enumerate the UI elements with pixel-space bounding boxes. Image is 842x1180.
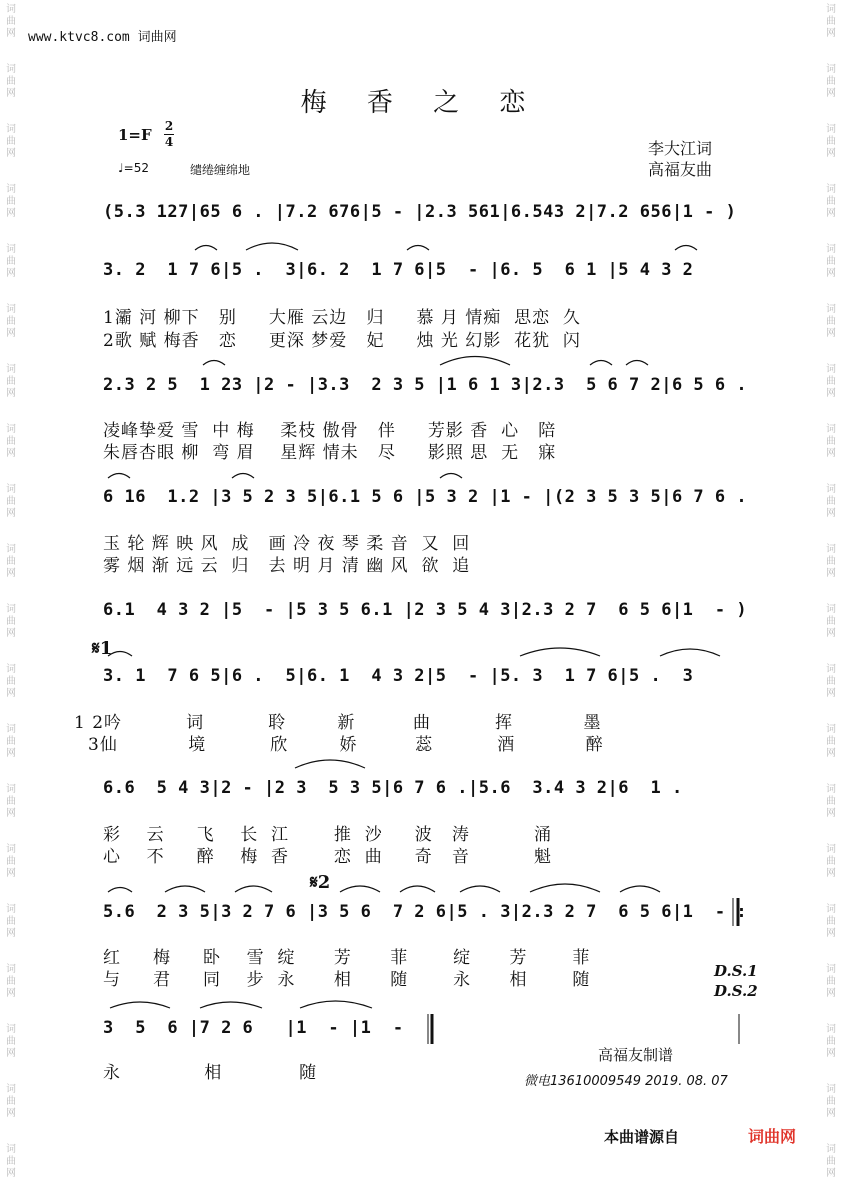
notes-line-7: 6.6 5 4 3|2 - |2 3 5 3 5|6 7 6 .|5.6 3.4 3 2|6 1 .: [103, 778, 683, 798]
watermark-glyph: 词 曲 网: [826, 604, 836, 639]
watermark-glyph: 词 曲 网: [6, 964, 16, 999]
watermark-glyph: 词 曲 网: [826, 1084, 836, 1119]
site-header[interactable]: www.ktvc8.com 词曲网: [28, 30, 177, 45]
watermark-glyph: 词 曲 网: [6, 604, 16, 639]
notes-line-5: 6.1 4 3 2 |5 - |5 3 5 6.1 |2 3 5 4 3|2.3 2 7 6 5 6|1 - ): [103, 600, 748, 620]
key-signature: 1=F: [118, 126, 152, 144]
watermark-glyph: 词 曲 网: [826, 4, 836, 39]
watermark-glyph: 词 曲 网: [826, 964, 836, 999]
composer-credit: 高福友曲: [648, 160, 713, 179]
page-title: 梅 香 之 恋: [300, 88, 542, 118]
watermark-glyph: 词 曲 网: [6, 784, 16, 819]
watermark-glyph: 词 曲 网: [6, 544, 16, 579]
source-footer: 本曲谱源自: [604, 1128, 680, 1146]
watermark-glyph: 词 曲 网: [6, 304, 16, 339]
watermark-glyph: 词 曲 网: [826, 844, 836, 879]
watermark-glyph: 词 曲 网: [826, 64, 836, 99]
notes-line-coda: 3 5 6 |7 2 6 |1 - |1 -: [103, 1018, 415, 1038]
watermark-glyph: 词 曲 网: [826, 784, 836, 819]
lyric-line: 凌峰挚爱 雪 中 梅 柔枝 傲骨 伴 芳影 香 心 陪: [103, 421, 557, 441]
watermark-glyph: 词 曲 网: [6, 664, 16, 699]
watermark-glyph: 词 曲 网: [826, 184, 836, 219]
lyric-line: 玉 轮 辉 映 风 成 画 冷 夜 琴 柔 音 又 回: [103, 534, 471, 554]
lyric-line: 与 君 同 步 永 相 随 永 相 随: [103, 970, 591, 990]
lyric-line: 3仙 境 欣 娇 蕊 酒 醉: [88, 735, 604, 755]
contact-date: 微电13610009549 2019. 08. 07: [524, 1074, 728, 1089]
lyric-line: 2歌 赋 梅香 恋 更深 梦爱 妃 烛 光 幻影 花犹 闪: [103, 331, 581, 351]
watermark-glyph: 词 曲 网: [6, 1084, 16, 1119]
watermark-glyph: 词 曲 网: [826, 484, 836, 519]
watermark-glyph: 词 曲 网: [826, 724, 836, 759]
watermark-glyph: 词 曲 网: [6, 424, 16, 459]
lyric-line: 1 2吟 词 聆 新 曲 挥 墨: [74, 713, 602, 733]
segno-2-sign: 𝄋2: [310, 872, 331, 893]
notes-line-8: 5.6 2 3 5|3 2 7 6 |3 5 6 7 2 6|5 . 3|2.3 2 7 6 5 6|1 - :: [103, 902, 748, 922]
expression-marking: 缱绻缠绵地: [190, 163, 251, 177]
watermark-glyph: 词 曲 网: [826, 424, 836, 459]
time-bottom: 4: [164, 135, 174, 149]
watermark-glyph: 词 曲 网: [6, 1024, 16, 1059]
lyric-line: 永 相 随: [103, 1063, 318, 1083]
lyric-line: 心 不 醉 梅 香 恋 曲 奇 音 魁: [103, 847, 552, 867]
watermark-glyph: 词 曲 网: [6, 1144, 16, 1179]
ds-1-marking: D.S.1: [714, 962, 758, 980]
transcriber-credit: 高福友制谱: [598, 1046, 674, 1064]
watermark-glyph: 词 曲 网: [826, 1144, 836, 1179]
ds-2-marking: D.S.2: [714, 982, 758, 1000]
tempo-marking: ♩=52: [118, 161, 149, 175]
segno-1-sign: 𝄋1: [92, 638, 113, 659]
time-top: 2: [164, 119, 174, 133]
lyric-line: 朱唇杏眼 柳 弯 眉 星辉 情未 尽 影照 思 无 寐: [103, 443, 557, 463]
lyricist-credit: 李大江词: [648, 139, 713, 158]
watermark-glyph: 词 曲 网: [826, 904, 836, 939]
lyric-line: 红 梅 卧 雪 绽 芳 菲 绽 芳 菲: [103, 948, 591, 968]
watermark-glyph: 词 曲 网: [6, 64, 16, 99]
notes-line-3: 2.3 2 5 1 23 |2 - |3.3 2 3 5 |1 6 1 3|2.3 5 6 7 2|6 5 6 .: [103, 375, 748, 395]
watermark-glyph: 词 曲 网: [6, 4, 16, 39]
lyric-line: 1灞 河 柳下 别 大雁 云边 归 慕 月 情痴 思恋 久: [103, 308, 581, 328]
watermark-glyph: 词 曲 网: [826, 544, 836, 579]
watermark-glyph: 词 曲 网: [826, 124, 836, 159]
watermark-glyph: 词 曲 网: [826, 664, 836, 699]
notes-line-intro: (5.3 127|65 6 . |7.2 676|5 - |2.3 561|6.543 2|7.2 656|1 - ): [103, 202, 737, 222]
watermark-glyph: 词 曲 网: [6, 844, 16, 879]
watermark-glyph: 词 曲 网: [6, 184, 16, 219]
watermark-glyph: 词 曲 网: [826, 1024, 836, 1059]
brand-logo[interactable]: 词曲网: [748, 1127, 797, 1146]
watermark-glyph: 词 曲 网: [6, 904, 16, 939]
notes-line-6: 3. 1 7 6 5|6 . 5|6. 1 4 3 2|5 - |5. 3 1 7 6|5 . 3: [103, 666, 694, 686]
lyric-line: 雾 烟 渐 远 云 归 去 明 月 清 幽 风 欲 追: [103, 556, 471, 576]
watermark-glyph: 词 曲 网: [826, 364, 836, 399]
watermark-glyph: 词 曲 网: [826, 304, 836, 339]
watermark-glyph: 词 曲 网: [6, 484, 16, 519]
watermark-glyph: 词 曲 网: [826, 244, 836, 279]
watermark-glyph: 词 曲 网: [6, 724, 16, 759]
watermark-glyph: 词 曲 网: [6, 364, 16, 399]
lyric-line: 彩 云 飞 长 江 推 沙 波 涛 涌: [103, 825, 552, 845]
watermark-glyph: 词 曲 网: [6, 244, 16, 279]
notes-line-2: 3. 2 1 7 6|5 . 3|6. 2 1 7 6|5 - |6. 5 6 1 |5 4 3 2: [103, 260, 694, 280]
notes-line-4: 6 16 1.2 |3 5 2 3 5|6.1 5 6 |5 3 2 |1 - |(2 3 5 3 5|6 7 6 .: [103, 487, 748, 507]
watermark-glyph: 词 曲 网: [6, 124, 16, 159]
